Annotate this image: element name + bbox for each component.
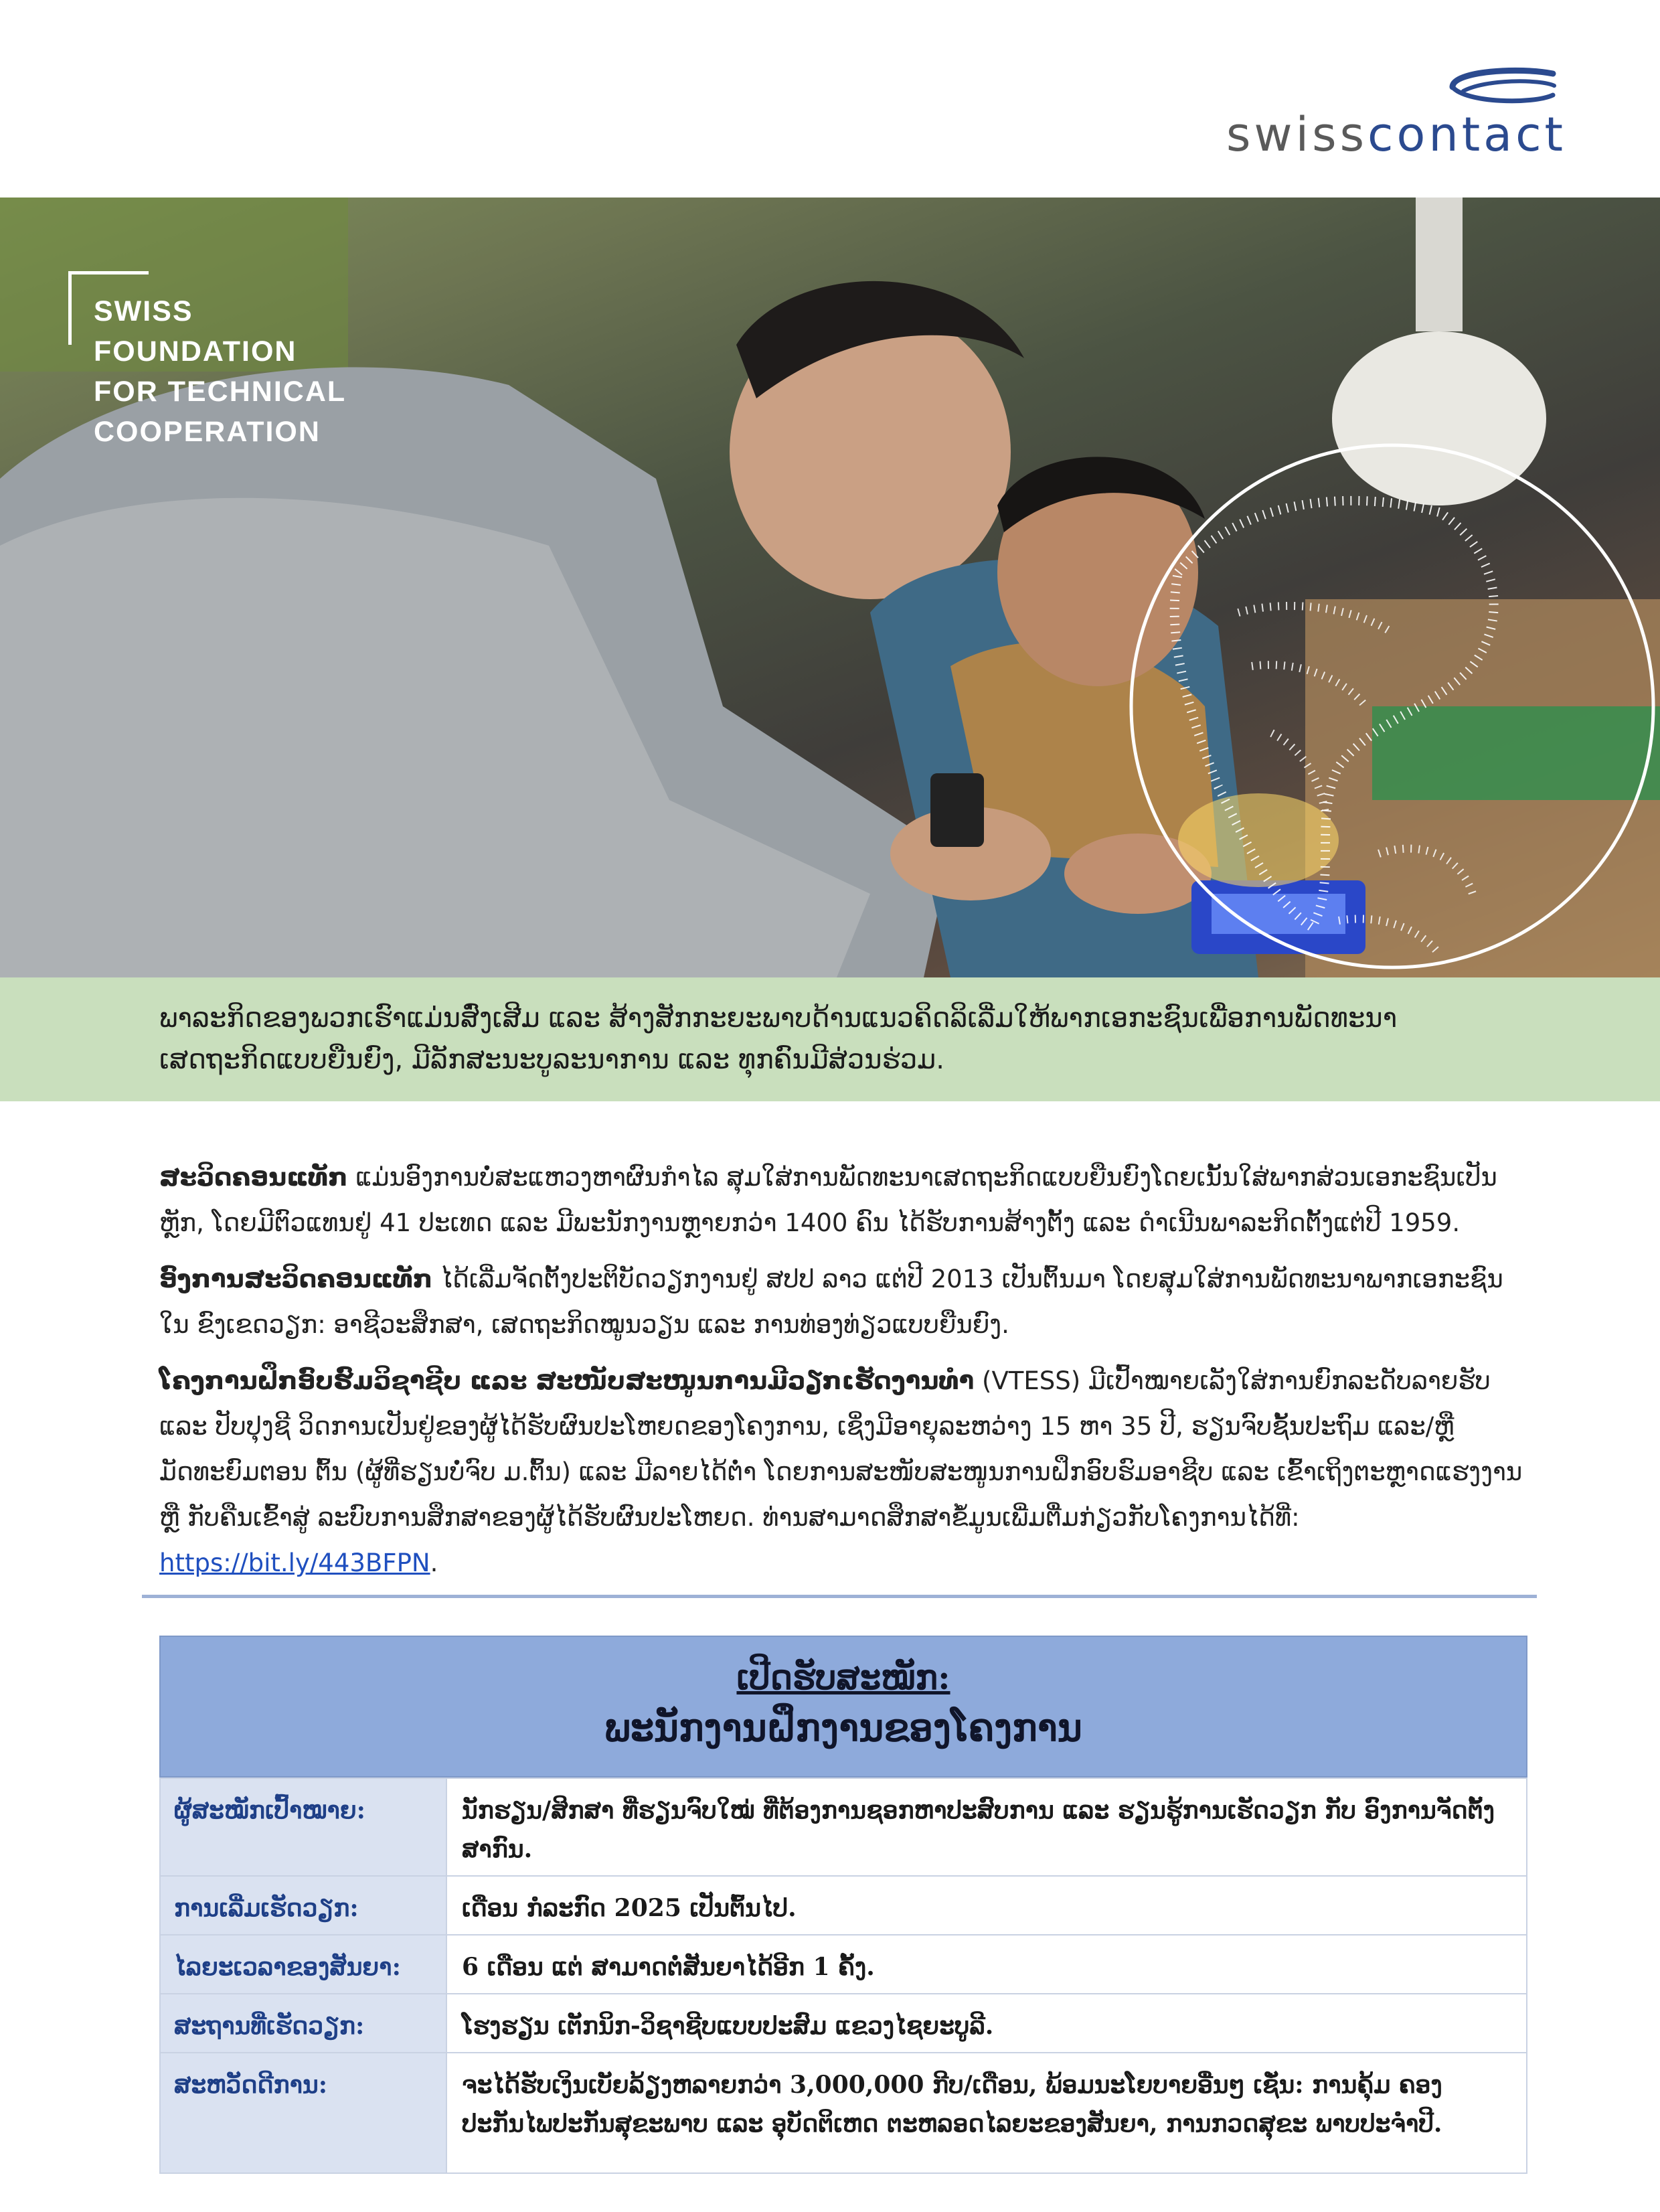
project-name: ໂຄງການຝຶກອົບຮົມວິຊາຊີບ ແລະ ສະໜັບສະໜູນການມີວຽກເຮັດງານທຳ — [159, 1366, 975, 1395]
hero-photo — [0, 198, 1660, 977]
logo-wordmark-plain: swiss — [1226, 107, 1368, 162]
paragraph-about-swisscontact — [159, 1155, 1525, 1246]
row-label: ສະຖານທີ່ເຮັດວຽກ: — [160, 1994, 446, 2053]
table-row — [160, 1778, 1527, 1876]
swisscontact-logo-mark-icon — [1439, 64, 1566, 107]
vacancy-open-label: ເປີດຮັບສະໝັກ: — [736, 1658, 950, 1697]
organization-name: ອົງການສະວິດຄອນແທັກ — [159, 1265, 433, 1293]
row-value: ໂຮງຮຽນ ເຕັກນິກ-ວິຊາຊີບແບບປະສົມ ແຂວງໄຊຍະບູລີ. — [446, 1994, 1527, 2053]
section-divider — [142, 1595, 1537, 1598]
hero-title-line: COOPERATION — [94, 416, 321, 448]
row-label: ໄລຍະເວລາຂອງສັນຍາ: — [160, 1935, 446, 1994]
swisscontact-name: ສະວິດຄອນແທັກ — [159, 1163, 348, 1192]
row-value: ເດືອນ ກໍລະກົດ 2025 ເປັນຕົ້ນໄປ. — [446, 1876, 1527, 1935]
paragraph-laos-operations — [159, 1257, 1525, 1348]
paragraph-vtess-project — [159, 1358, 1525, 1586]
paragraph-text: (VTESS) ມີເປົ້າໝາຍເລັງໃສ່ການຍົກລະດັບລາຍຮັບ ແລະ ປັບປຸງຊີ ວິດການເປັນຢູ່ຂອງຜູ້ໄດ້ຮັບຜົນປະໂຫຍດຂອງໂຄງການ, ເຊິ່ງມີອາຍຸລະຫວ່າງ 15 ຫາ 35 ປີ, ຮຽນຈົບຊັ້ນປະຖົມ ແລະ/ຫຼື ມັດທະຍົມຕອນ ຕົ້ນ (ຜູ້ທີ່ຮຽນບໍ່ຈົບ ມ.ຕົ້ນ) ແລະ ມີລາຍໄດ້ຕ່ຳ ໂດຍການສະໜັບສະໜູນການຝຶກອົບຮົມອາຊີບ ແລະ ເຂົ້າເຖິງຕະຫຼາດແຮງງານ ຫຼື ກັບຄືນເຂົ້າສູ່ ລະບົບການສຶກສາຂອງຜູ້ໄດ້ຮັບຜົນປະໂຫຍດ. ທ່ານສາມາດສຶກສາຂໍ້ມູນເພີ່ມຕື່ມກ່ຽວກັບໂຄງການໄດ້ທີ່: — [159, 1366, 1523, 1532]
link-tail: . — [430, 1549, 438, 1577]
hero-title — [94, 291, 346, 452]
mission-text: ພາລະກິດຂອງພວກເຮົາແມ່ນສົ່ງເສີມ ແລະ ສ້າງສັກກະຍະພາບດ້ານແນວຄິດລິເລີ່ມໃຫ້ພາກເອກະຊົນເພື່ອການພັດທະນາເສດຖະກິດແບບຍືນຍົງ, ມີລັກສະນະບູລະນາການ ແລະ ທຸກຄົນມີສ່ວນຮ່ວມ. — [159, 1003, 1398, 1075]
row-value: 6 ເດືອນ ແຕ່ ສາມາດຕໍ່ສັນຍາໄດ້ອີກ 1 ຄັ້ງ. — [446, 1935, 1527, 1994]
hero-title-line: FOUNDATION — [94, 335, 297, 368]
row-label: ສະຫວັດດີການ: — [160, 2053, 446, 2173]
logo-wordmark — [1226, 107, 1566, 162]
row-value: ຈະໄດ້ຮັບເງິນເບັຍລ້ຽງຫລາຍກວ່າ 3,000,000 ກີບ/ເດືອນ, ພ້ອມນະໂຍບາຍອື່ນໆ ເຊັ່ນ: ການຄຸ້ມ ຄອງປະກັນໄພປະກັນສຸຂະພາບ ແລະ ອຸບັດຕິເຫດ ຕະຫລອດໄລຍະຂອງສັນຍາ, ການກວດສຸຂະ ພາບປະຈຳປີ. — [446, 2053, 1527, 2173]
vacancy-details-table — [159, 1778, 1527, 2174]
row-label: ຜູ້ສະໝັກເປົ້າໝາຍ: — [160, 1778, 446, 1876]
hero-title-line: SWISS — [94, 295, 193, 327]
row-value: ນັກຮຽນ/ສິກສາ ທີ່ຮຽນຈົບໃໝ່ ທີ່ຕ້ອງການຊອກຫາປະສົບການ ແລະ ຮຽນຮູ້ການເຮັດວຽກ ກັບ ອົງການຈັດຕັ້ງສາກົນ. — [446, 1778, 1527, 1876]
paragraph-text: ໄດ້ເລີ່ມຈັດຕັ້ງປະຕິບັດວຽກງານຢູ່ ສປປ ລາວ ແຕ່ປີ 2013 ເປັນຕົ້ນມາ ໂດຍສຸມໃສ່ການພັດທະນາພາກເອກະຊົນໃນ ຂົງເຂດວຽກ: ອາຊີວະສຶກສາ, ເສດຖະກິດໝູນວຽນ ແລະ ການທ່ອງທ່ຽວແບບຍືນຍົງ. — [159, 1265, 1503, 1339]
table-row — [160, 1994, 1527, 2053]
hero-title-line: FOR TECHNICAL — [94, 376, 347, 408]
organization-description — [159, 1155, 1525, 1597]
project-link[interactable]: https://bit.ly/443BFPN — [159, 1549, 430, 1577]
logo-wordmark-accent: contact — [1367, 107, 1566, 162]
table-row — [160, 1876, 1527, 1935]
table-row — [160, 2053, 1527, 2173]
vacancy-role-title: ພະນັກງານຝຶກງານຂອງໂຄງການ — [604, 1706, 1082, 1750]
paragraph-text: ແມ່ນອົງການບໍ່ສະແຫວງຫາຜົນກຳໄລ ສຸມໃສ່ການພັດທະນາເສດຖະກິດແບບຍືນຍົງໂດຍເນັ້ນໃສ່ພາກສ່ວນເອກະຊົນເປັນຫຼັກ, ໂດຍມີຕົວແທນຢູ່ 41 ປະເທດ ແລະ ມີພະນັກງານຫຼາຍກວ່າ 1400 ຄົນ ໄດ້ຮັບການສ້າງຕັ້ງ ແລະ ດຳເນີນພາລະກິດຕັ້ງແຕ່ປີ 1959. — [159, 1163, 1497, 1237]
row-label: ການເລີ່ມເຮັດວຽກ: — [160, 1876, 446, 1935]
vacancy-header — [159, 1636, 1527, 1778]
mission-banner — [0, 977, 1660, 1101]
table-row — [160, 1935, 1527, 1994]
